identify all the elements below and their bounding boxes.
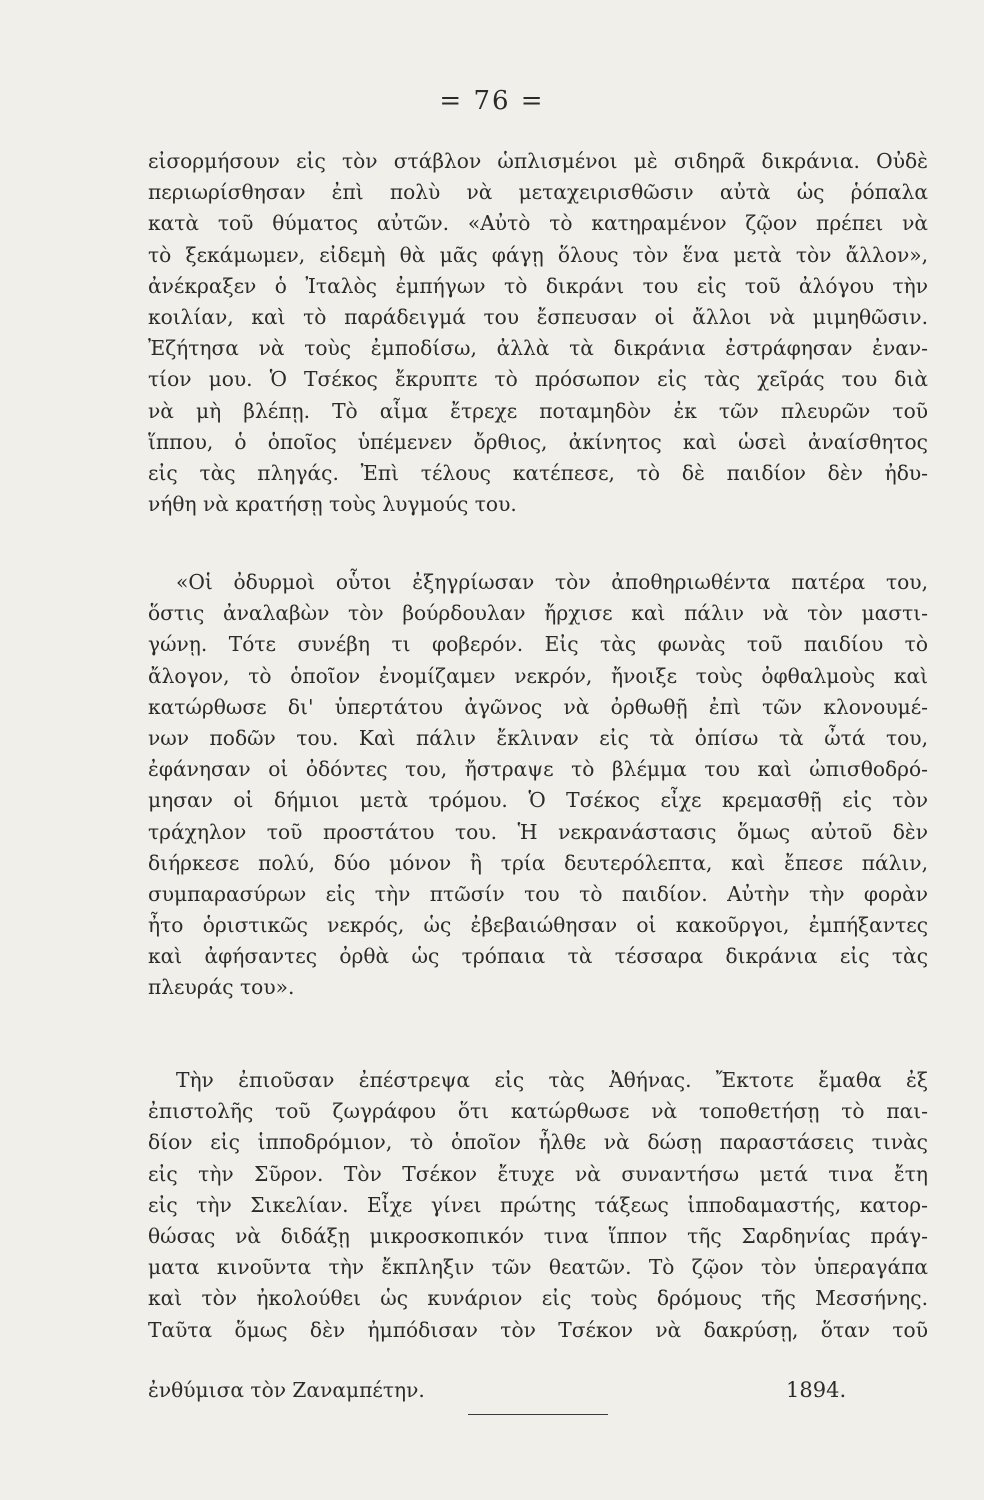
text-line: δίον εἰς ἱπποδρόμιον, τὸ ὁποῖον ἦλθε νὰ δώσῃ παραστάσεις τινὰς: [148, 1130, 928, 1155]
text-line: Ταῦτα ὅμως δὲν ἠμπόδισαν τὸν Τσέκον νὰ δακρύσῃ, ὅταν τοῦ: [148, 1317, 928, 1342]
text-line: μησαν οἱ δήμιοι μετὰ τρόμου. Ὁ Τσέκος εἶχε κρεμασθῇ εἰς τὸν: [148, 788, 928, 813]
text-line: ἐπιστολῆς τοῦ ζωγράφου ὅτι κατώρθωσε νὰ τοποθετήσῃ τὸ παι-: [148, 1099, 928, 1124]
date-year: 1894.: [786, 1378, 847, 1402]
text-line: εἰς τὰς πληγάς. Ἐπὶ τέλους κατέπεσε, τὸ δὲ παιδίον δὲν ἠδυ-: [148, 460, 928, 485]
text-line: «Οἱ ὀδυρμοὶ οὗτοι ἐξηγρίωσαν τὸν ἀποθηριωθέντα πατέρα του,: [176, 570, 928, 594]
text-line: πλευράς του».: [148, 975, 295, 1000]
text-line: εἰς τὴν Σικελίαν. Εἶχε γίνει πρώτης τάξεως ἱπποδαμαστής, κατορ-: [148, 1192, 928, 1217]
closing-text: ἐνθύμισα τὸν Ζαναμπέτην.: [148, 1378, 425, 1402]
text-line: τὸ ξεκάμωμεν, εἰδεμὴ θὰ μᾶς φάγῃ ὅλους τὸν ἕνα μετὰ τὸν ἄλλον»,: [148, 242, 928, 267]
text-line: ἦτο ὁριστικῶς νεκρός, ὡς ἐβεβαιώθησαν οἱ κακοῦργοι, ἐμπήξαντες: [148, 913, 928, 938]
text-line: εἰς τὴν Σῦρον. Τὸν Τσέκον ἔτυχε νὰ συναντήσω μετά τινα ἔτη: [148, 1161, 928, 1186]
end-rule-divider: [468, 1414, 608, 1415]
text-line: περιωρίσθησαν ἐπὶ πολὺ νὰ μεταχειρισθῶσιν αὐτὰ ὡς ῥόπαλα: [148, 180, 928, 205]
closing-line: [148, 1375, 928, 1406]
text-line: ἀνέκραξεν ὁ Ἰταλὸς ἐμπήγων τὸ δικράνι του εἰς τοῦ ἀλόγου τὴν: [148, 273, 928, 298]
page-number: = 76 =: [439, 86, 545, 116]
paragraph-1: [148, 146, 928, 520]
paragraph-3: [148, 1065, 928, 1346]
text-line: καὶ τὸν ἠκολούθει ὡς κυνάριον εἰς τοὺς δρόμους τῆς Μεσσήνης.: [148, 1286, 928, 1311]
text-line: ἄλογον, τὸ ὁποῖον ἐνομίζαμεν νεκρόν, ἤνοιξε τοὺς ὀφθαλμοὺς καὶ: [148, 663, 928, 688]
text-line: νων ποδῶν του. Καὶ πάλιν ἔκλιναν εἰς τὰ ὀπίσω τὰ ὦτά του,: [148, 725, 928, 750]
text-line: τίον μου. Ὁ Τσέκος ἔκρυπτε τὸ πρόσωπον εἰς τὰς χεῖράς του διὰ: [148, 367, 928, 392]
text-line: ἵππου, ὁ ὁποῖος ὑπέμενεν ὄρθιος, ἀκίνητος καὶ ὡσεὶ ἀναίσθητος: [148, 429, 928, 454]
text-line: τράχηλον τοῦ προστάτου του. Ἡ νεκρανάστασις ὅμως αὐτοῦ δὲν: [148, 819, 928, 844]
text-line: θώσας νὰ διδάξῃ μικροσκοπικόν τινα ἵππον τῆς Σαρδηνίας πράγ-: [148, 1223, 928, 1248]
text-line: συμπαρασύρων εἰς τὴν πτῶσίν του τὸ παιδίον. Αὐτὴν τὴν φορὰν: [148, 881, 928, 906]
text-line: νὰ μὴ βλέπῃ. Τὸ αἷμα ἔτρεχε ποταμηδὸν ἐκ τῶν πλευρῶν τοῦ: [148, 398, 928, 423]
text-line: νήθη νὰ κρατήσῃ τοὺς λυγμούς του.: [148, 492, 517, 517]
text-line: Τὴν ἐπιοῦσαν ἐπέστρεψα εἰς τὰς Ἀθήνας. Ἔκτοτε ἔμαθα ἐξ: [176, 1068, 928, 1092]
text-line: εἰσορμήσουν εἰς τὸν στάβλον ὡπλισμένοι μὲ σιδηρᾶ δικράνια. Οὐδὲ: [148, 149, 928, 173]
text-line: καὶ ἀφήσαντες ὀρθὰ ὡς τρόπαια τὰ τέσσαρα δικράνια εἰς τὰς: [148, 944, 928, 969]
paragraph-2: [148, 567, 928, 1004]
text-line: ἐφάνησαν οἱ ὀδόντες του, ἤστραψε τὸ βλέμμα του καὶ ὠπισθοδρό-: [148, 757, 928, 782]
text-line: κατὰ τοῦ θύματος αὐτῶν. «Αὐτὸ τὸ κατηραμένον ζῷον πρέπει νὰ: [148, 211, 928, 236]
text-line: κατώρθωσε δι' ὑπερτάτου ἀγῶνος νὰ ὀρθωθῇ ἐπὶ τῶν κλονουμέ-: [148, 694, 928, 719]
text-line: ματα κινοῦντα τὴν ἔκπληξιν τῶν θεατῶν. Τὸ ζῷον τὸν ὑπεραγάπα: [148, 1255, 928, 1280]
text-line: ὅστις ἀναλαβὼν τὸν βούρδουλαν ἤρχισε καὶ πάλιν νὰ τὸν μαστι-: [148, 601, 928, 626]
text-line: γώνῃ. Τότε συνέβη τι φοβερόν. Εἰς τὰς φωνὰς τοῦ παιδίου τὸ: [148, 632, 928, 657]
text-line: κοιλίαν, καὶ τὸ παράδειγμά του ἔσπευσαν οἱ ἄλλοι νὰ μιμηθῶσιν.: [148, 304, 928, 329]
text-line: Ἐζήτησα νὰ τοὺς ἐμποδίσω, ἀλλὰ τὰ δικράνια ἐστράφησαν ἐναν-: [148, 336, 928, 361]
text-line: διήρκεσε πολύ, δύο μόνον ἢ τρία δευτερόλεπτα, καὶ ἔπεσε πάλιν,: [148, 850, 928, 875]
